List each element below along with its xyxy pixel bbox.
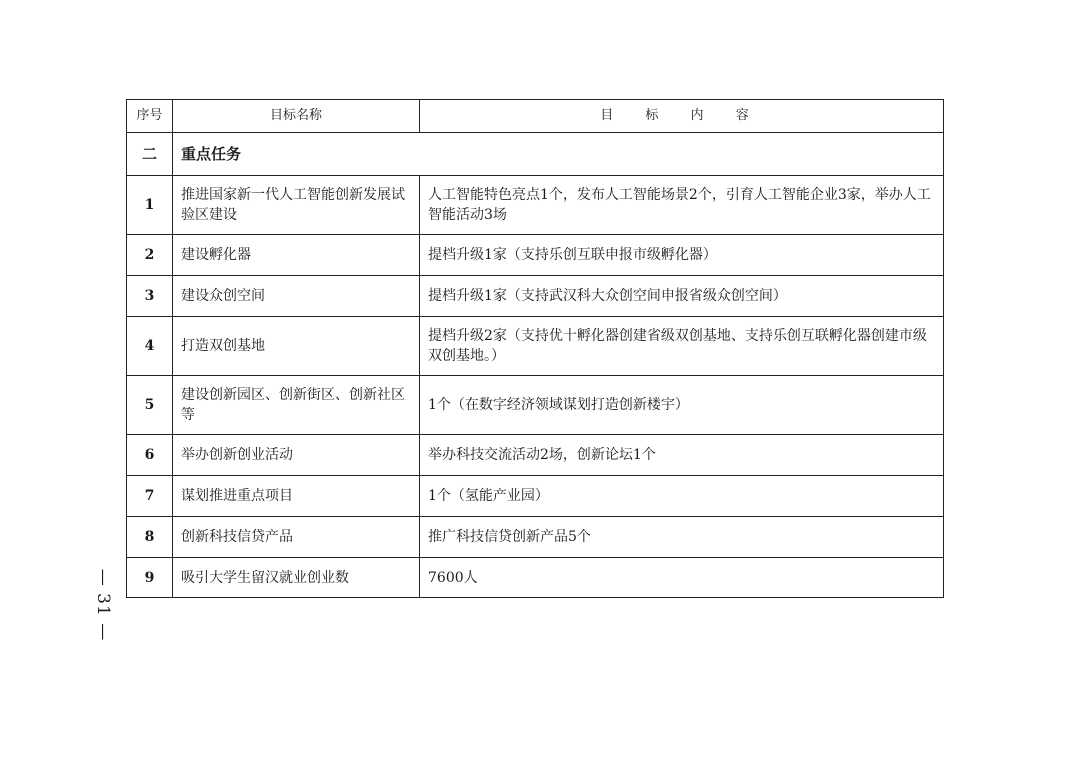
row-target-content: 提档升级1家（支持武汉科大众创空间申报省级众创空间）	[420, 276, 944, 317]
row-target-content: 提档升级1家（支持乐创互联申报市级孵化器）	[420, 235, 944, 276]
row-target-content: 1个（在数字经济领域谋划打造创新楼宇）	[420, 376, 944, 435]
header-serial-number: 序号	[127, 100, 173, 133]
row-number: 8	[127, 517, 173, 558]
row-number: 2	[127, 235, 173, 276]
row-target-name: 建设众创空间	[173, 276, 420, 317]
header-target-content-label: 目 标 内 容	[600, 108, 763, 123]
target-table	[126, 99, 944, 598]
section-title: 重点任务	[173, 133, 944, 176]
table-header-row	[127, 100, 944, 133]
row-target-content: 举办科技交流活动2场，创新论坛1个	[420, 435, 944, 476]
table-row	[127, 235, 944, 276]
row-target-content: 7600人	[420, 558, 944, 598]
row-number: 5	[127, 376, 173, 435]
row-target-name: 建设孵化器	[173, 235, 420, 276]
table-row	[127, 517, 944, 558]
row-target-name: 打造双创基地	[173, 317, 420, 376]
row-target-name: 吸引大学生留汉就业创业数	[173, 558, 420, 598]
row-target-name: 谋划推进重点项目	[173, 476, 420, 517]
row-target-content: 推广科技信贷创新产品5个	[420, 517, 944, 558]
row-number: 7	[127, 476, 173, 517]
table-row	[127, 376, 944, 435]
table-row	[127, 176, 944, 235]
row-target-name: 推进国家新一代人工智能创新发展试验区建设	[173, 176, 420, 235]
header-target-name: 目标名称	[173, 100, 420, 133]
table-row	[127, 276, 944, 317]
header-target-content	[420, 100, 944, 133]
row-target-name: 创新科技信贷产品	[173, 517, 420, 558]
row-number: 4	[127, 317, 173, 376]
row-target-name: 建设创新园区、创新街区、创新社区等	[173, 376, 420, 435]
table-row	[127, 558, 944, 598]
row-number: 1	[127, 176, 173, 235]
row-number: 6	[127, 435, 173, 476]
section-row	[127, 133, 944, 176]
page-number: — 31 —	[93, 568, 113, 642]
row-number: 9	[127, 558, 173, 598]
table-row	[127, 476, 944, 517]
row-target-content: 提档升级2家（支持优十孵化器创建省级双创基地、支持乐创互联孵化器创建市级双创基地。）	[420, 317, 944, 376]
row-target-content: 1个（氢能产业园）	[420, 476, 944, 517]
section-number: 二	[127, 133, 173, 176]
row-number: 3	[127, 276, 173, 317]
table-row	[127, 317, 944, 376]
row-target-content: 人工智能特色亮点1个，发布人工智能场景2个，引育人工智能企业3家，举办人工智能活动3场	[420, 176, 944, 235]
table-row	[127, 435, 944, 476]
row-target-name: 举办创新创业活动	[173, 435, 420, 476]
